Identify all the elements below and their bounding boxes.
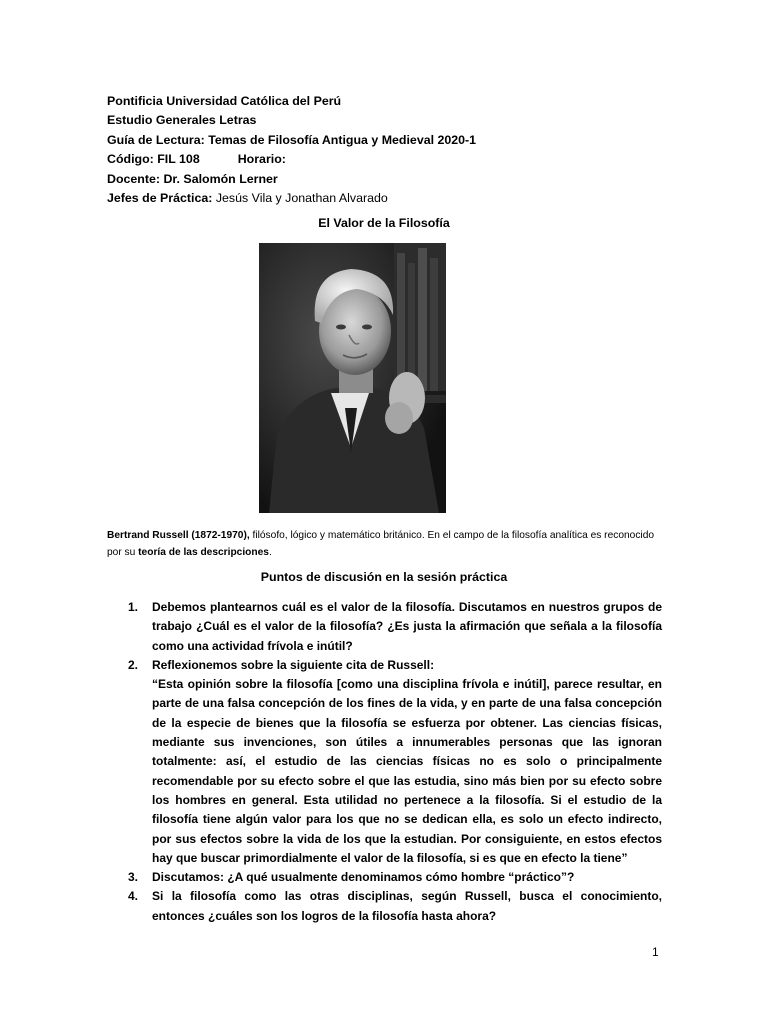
caption-end: . — [268, 547, 272, 558]
page-number: 1 — [652, 945, 659, 959]
faculty-name: Estudio Generales Letras — [107, 113, 257, 128]
assistants-names: Jesús Vila y Jonathan Alvarado — [215, 191, 388, 206]
item-number: 2. — [128, 657, 139, 672]
course-code-line — [107, 150, 667, 169]
course-code: Código: FIL 108 — [107, 152, 200, 167]
russell-portrait-photo — [259, 243, 446, 513]
guide-title: Guía de Lectura: Temas de Filosofía Antigua y Medieval 2020-1 — [107, 132, 477, 147]
item-number: 1. — [128, 600, 139, 614]
list-item — [128, 656, 662, 868]
item-text: Si la filosofía como las otras disciplinas, según Russell, busca el conocimiento, entonces ¿cuáles son los logros de la filosofía hasta ahora? — [152, 889, 662, 923]
item-number: 3. — [128, 870, 139, 885]
item-text: Discutamos: ¿A qué usualmente denominamos cómo hombre “práctico”? — [152, 870, 575, 885]
item-text: Debemos plantearnos cuál es el valor de la filosofía. Discutamos en nuestros grupos de trabajo ¿Cuál es el valor de la filosofía? ¿Es justa la afirmación que señala a la filosofía como una actividad frívola e inútil? — [152, 600, 662, 653]
caption-theory: teoría de las descripciones — [138, 547, 269, 558]
caption-name: Bertrand Russell (1872-1970), — [107, 530, 250, 541]
document-title: El Valor de la Filosofía — [318, 216, 450, 230]
list-item — [128, 868, 662, 887]
caption-text: filósofo, lógico y matemático británico. En el campo de la filosofía analítica es reconocido por su — [107, 530, 655, 558]
assistants-line — [107, 189, 667, 208]
discussion-list — [128, 598, 662, 926]
portrait-caption — [107, 527, 662, 561]
discussion-title: Puntos de discusión en la sesión práctica — [260, 570, 508, 584]
item-number: 4. — [128, 889, 139, 904]
portrait-illustration — [259, 243, 446, 513]
teacher-line: Docente: Dr. Salomón Lerner — [107, 171, 278, 186]
assistants-label: Jefes de Práctica: — [107, 191, 213, 206]
document-header — [107, 92, 667, 208]
list-item — [128, 598, 662, 656]
university-name: Pontificia Universidad Católica del Perú — [107, 94, 342, 108]
item-text: Reflexionemos sobre la siguiente cita de Russell: — [152, 657, 435, 672]
list-item — [128, 887, 662, 926]
russell-quote: “Esta opinión sobre la filosofía [como una disciplina frívola e inútil], parece resultar, en parte de una falsa concepción de los fines de la vida, y en parte de una falsa concepción de la especie de bienes que la filosofía se esfuerza por obtener. Las ciencias físicas, mediante sus invenciones, son útiles a innumerables personas que las ignoran totalmente: así, el estudio de las ciencias físicas no es solo o principalmente recomendable por su efecto sobre el que las estudia, sino más bien por su efecto sobre los hombres en general. Esta utilidad no pertenece a la filosofía. Si el estudio de la filosofía tiene algún valor para los que no se dedican ella, es solo un efecto indirecto, por sus efectos sobre la vida de los que la estudian. Por consiguiente, en estos efectos hay que buscar primordialmente el valor de la filosofía, si es que en efecto la tiene” — [152, 677, 662, 865]
schedule-label: Horario: — [237, 152, 286, 167]
